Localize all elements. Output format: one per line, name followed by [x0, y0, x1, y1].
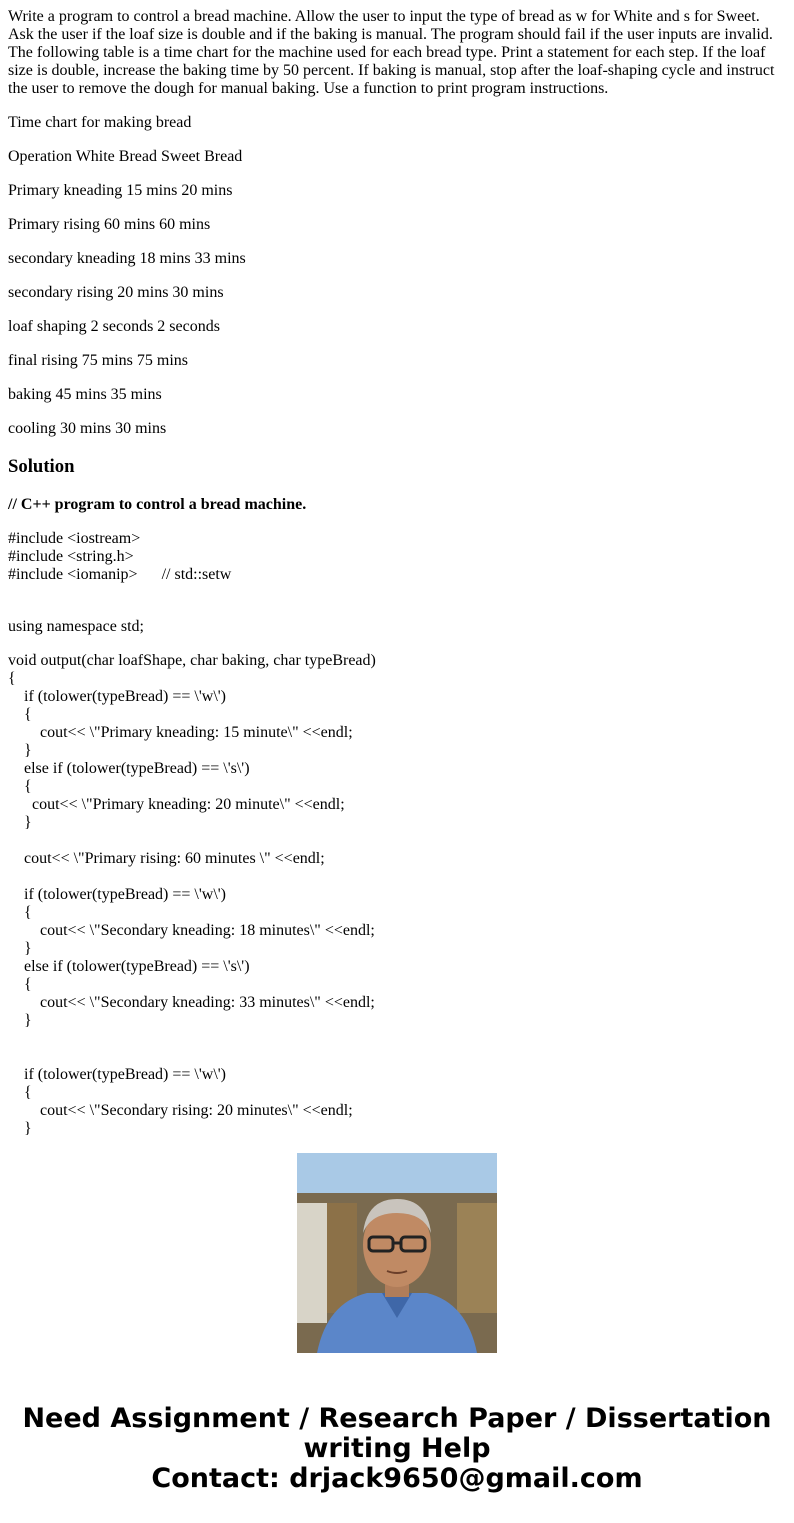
solution-subheading: // C++ program to control a bread machine. — [8, 496, 307, 513]
code-line: if (tolower(typeBread) == \'w\') — [8, 1066, 226, 1083]
code-line: } — [8, 1120, 32, 1137]
code-line: cout<< \"Primary kneading: 20 minute\" <<endl; — [8, 796, 345, 813]
include-block — [8, 530, 786, 602]
document-content — [8, 8, 786, 1137]
code-line: } — [8, 940, 32, 957]
chart-row: Operation White Bread Sweet Bread — [8, 148, 243, 165]
chart-row: cooling 30 mins 30 mins — [8, 420, 167, 437]
code-line: cout<< \"Secondary rising: 20 minutes\" <<endl; — [8, 1102, 353, 1119]
code-line: { — [8, 706, 32, 723]
code-block — [8, 652, 786, 1138]
code-line — [8, 584, 786, 602]
code-line: } — [8, 742, 32, 759]
code-line: else if (tolower(typeBread) == \'s\') — [8, 958, 250, 975]
chart-row: secondary kneading 18 mins 33 mins — [8, 250, 246, 267]
code-line: cout<< \"Secondary kneading: 18 minutes\" <<endl; — [8, 922, 375, 939]
chart-row: final rising 75 mins 75 mins — [8, 352, 188, 369]
code-line: { — [8, 904, 32, 921]
code-line — [8, 868, 786, 886]
promo-banner — [0, 1404, 794, 1494]
code-line: if (tolower(typeBread) == \'w\') — [8, 688, 226, 705]
code-line: { — [8, 1084, 32, 1101]
code-line: { — [8, 976, 32, 993]
code-line: #include <iomanip> // std::setw — [8, 566, 232, 583]
chart-row: loaf shaping 2 seconds 2 seconds — [8, 318, 220, 335]
code-line: #include <string.h> — [8, 548, 134, 565]
code-line: cout<< \"Secondary kneading: 33 minutes\" <<endl; — [8, 994, 375, 1011]
code-line: cout<< \"Primary kneading: 15 minute\" <<endl; — [8, 724, 353, 741]
code-line: { — [8, 778, 32, 795]
promo-line: Need Assignment / Research Paper / Dissertation — [22, 1403, 772, 1434]
chart-row: Primary kneading 15 mins 20 mins — [8, 182, 233, 199]
code-line: } — [8, 814, 32, 831]
code-line: } — [8, 1012, 32, 1029]
chart-row: baking 45 mins 35 mins — [8, 386, 162, 403]
promo-line: writing Help — [303, 1433, 491, 1464]
author-photo — [297, 1153, 497, 1353]
code-line — [8, 832, 786, 850]
code-line — [8, 1048, 786, 1066]
code-line: cout<< \"Primary rising: 60 minutes \" <<endl; — [8, 850, 325, 867]
solution-heading: Solution — [8, 456, 75, 477]
code-line: else if (tolower(typeBread) == \'s\') — [8, 760, 250, 777]
code-line: { — [8, 670, 16, 687]
using-line: using namespace std; — [8, 618, 144, 635]
promo-contact: Contact: drjack9650@gmail.com — [151, 1463, 643, 1494]
code-line: if (tolower(typeBread) == \'w\') — [8, 886, 226, 903]
chart-row: secondary rising 20 mins 30 mins — [8, 284, 224, 301]
chart-row: Primary rising 60 mins 60 mins — [8, 216, 211, 233]
code-line — [8, 1030, 786, 1048]
chart-title: Time chart for making bread — [8, 114, 192, 131]
question-text: Write a program to control a bread machine. Allow the user to input the type of bread as w for White and s for Sweet. Ask the user if the loaf size is double and if the baking is manual. The program should fail if the user inputs are invalid. The following table is a time chart for the machine used for each bread type. Print a statement for each step. If the loaf size is double, increase the baking time by 50 percent. If baking is manual, stop after the loaf-shaping cycle and instruct the user to remove the dough for manual baking. Use a function to print program instructions. — [8, 8, 775, 97]
code-line: void output(char loafShape, char baking, char typeBread) — [8, 652, 376, 669]
code-line: #include <iostream> — [8, 530, 141, 547]
time-chart-rows — [8, 148, 786, 438]
